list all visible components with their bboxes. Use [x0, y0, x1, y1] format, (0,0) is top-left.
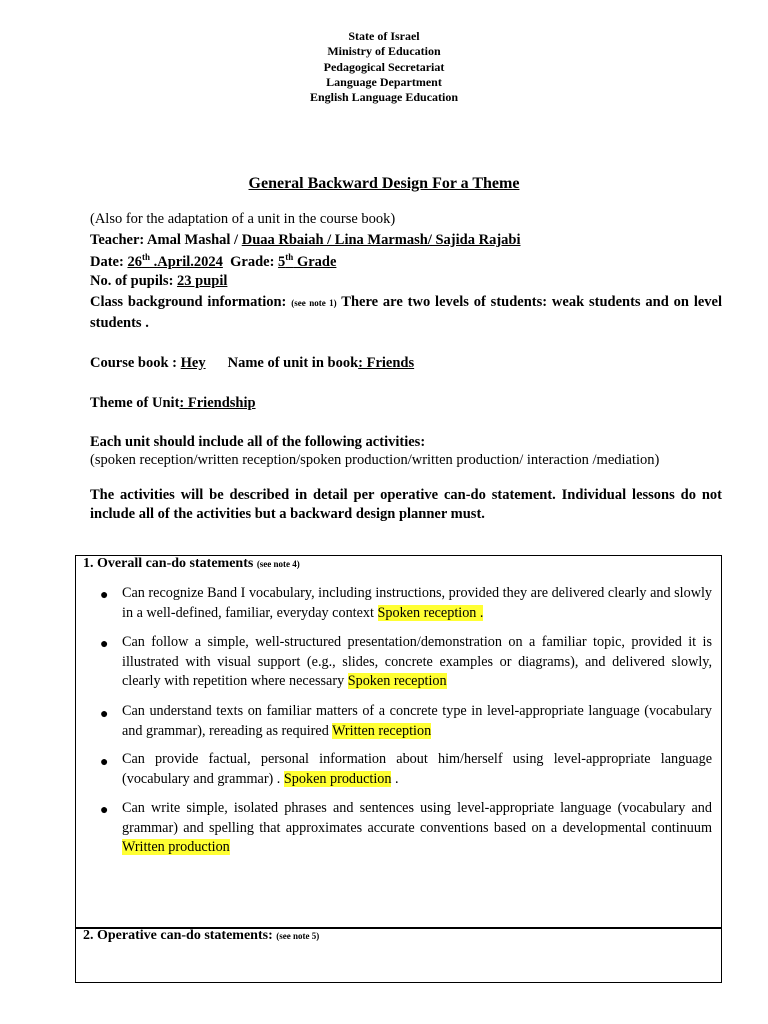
- cando-item: Can write simple, isolated phrases and sentences using level-appropriate language (vocabulary and grammar) and spelling that approximates accurate conventions based on a developmental continuum Written production: [122, 800, 712, 855]
- skill-tag: Spoken reception: [347, 673, 447, 689]
- theme-label: Theme of Unit: [90, 395, 180, 411]
- header-line: State of Israel: [348, 29, 420, 43]
- pupils-value: 23 pupil: [177, 273, 228, 289]
- cando-item: Can follow a simple, well-structured presentation/demonstration on a familiar topic, provided it is illustrated with visual support (e.g., slides, concrete examples or diagrams), and delivered slowly, clearly with repetition where necessary Spoken reception: [122, 634, 712, 689]
- class-background: [90, 292, 722, 333]
- bullet-icon: ●: [100, 588, 109, 603]
- grade-label: Grade:: [230, 253, 279, 270]
- course-label: Course book :: [90, 355, 181, 371]
- unit-value: : Friends: [358, 355, 415, 371]
- header-line: English Language Education: [309, 90, 459, 105]
- course-value: Hey: [180, 355, 206, 371]
- header-line: Pedagogical Secretariat: [323, 59, 445, 74]
- header-line: Language Department: [326, 74, 442, 89]
- bullet-icon: ●: [100, 755, 109, 770]
- course-line: [90, 355, 414, 372]
- bullet-icon: ●: [100, 803, 109, 818]
- class-bg-label: Class background information:: [90, 294, 287, 310]
- activities-heading: Each unit should include all of the following activities:: [90, 434, 426, 450]
- date-grade-line: [90, 252, 336, 271]
- date-value: 26th .April.2024: [127, 252, 223, 270]
- unit-label: Name of unit in book: [227, 355, 359, 371]
- activities-note: The activities will be described in detail per operative can-do statement. Individual lessons do not include all of the activities but a backward design planner must.: [90, 487, 722, 522]
- theme-line: [90, 395, 256, 412]
- adaptation-note: (Also for the adaptation of a unit in the course book): [90, 211, 396, 227]
- class-bg-note: (see note 1): [291, 298, 337, 308]
- skill-tag: Spoken production: [283, 770, 392, 787]
- overall-cando-title: 1. Overall can-do statements (see note 4): [83, 556, 300, 571]
- class-bg-text: There are two levels of students: weak students and on level students .: [90, 294, 723, 331]
- date-label: Date:: [90, 253, 128, 270]
- teacher-line: [90, 232, 521, 249]
- document-title: General Backward Design For a Theme: [248, 175, 520, 192]
- grade-value: 5th Grade: [278, 252, 337, 270]
- operative-cando-note: (see note 5): [276, 931, 320, 941]
- pupils-label: No. of pupils:: [90, 273, 178, 289]
- theme-value: : Friendship: [179, 395, 256, 411]
- cando-item: Can recognize Band I vocabulary, including instructions, provided they are delivered clearly and slowly in a well-defined, familiar, everyday context Spoken reception .: [122, 585, 712, 621]
- header-block: [0, 29, 768, 105]
- teacher-names: Duaa Rbaiah / Lina Marmash/ Sajida Rajabi: [241, 232, 521, 248]
- cando-item: Can provide factual, personal information about him/herself using level-appropriate language (vocabulary and grammar) . Spoken production .: [122, 751, 712, 787]
- activities-list: (spoken reception/written reception/spoken production/written production/ interaction /mediation): [90, 452, 660, 468]
- skill-tag: Spoken reception .: [377, 604, 484, 621]
- skill-tag: Written reception: [332, 722, 432, 739]
- cando-item: Can understand texts on familiar matters of a concrete type in level-appropriate language (vocabulary and grammar), rereading as required Written reception: [122, 703, 712, 739]
- pupils-line: [90, 273, 227, 290]
- header-line: Ministry of Education: [327, 44, 441, 59]
- overall-cando-note: (see note 4): [256, 559, 300, 569]
- skill-tag: Written production: [122, 839, 230, 855]
- operative-cando-title: 2. Operative can-do statements: (see note 5): [83, 928, 320, 943]
- teacher-label: Teacher: Amal Mashal /: [90, 232, 242, 248]
- bullet-icon: ●: [100, 707, 109, 722]
- bullet-icon: ●: [100, 637, 109, 652]
